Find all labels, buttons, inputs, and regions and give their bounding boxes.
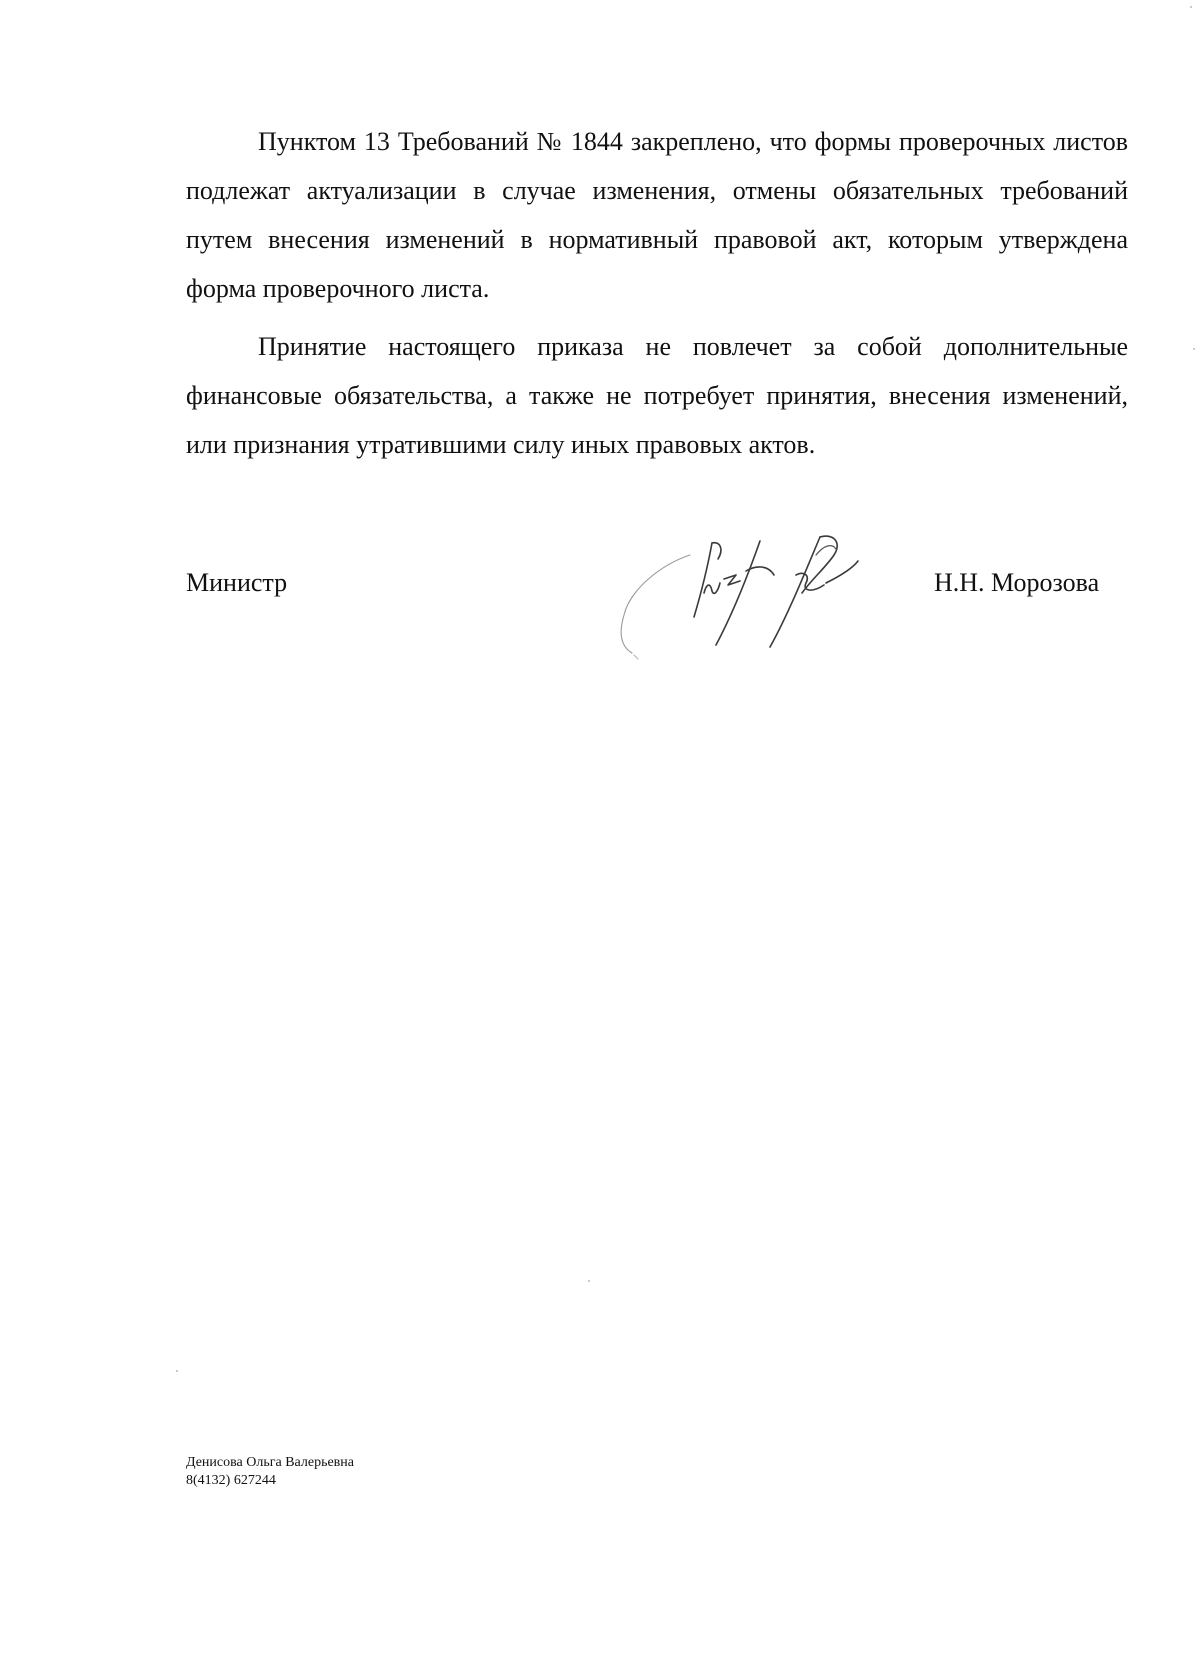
document-body (186, 117, 1128, 478)
scan-speck (1190, 6, 1192, 8)
handwritten-signature (620, 535, 910, 705)
signatory-name: Н.Н. Морозова (934, 568, 1100, 597)
scan-speck (588, 1280, 590, 1282)
paragraph-financial: Принятие настоящего приказа не повлечет за собой дополнительные финансовые обязательства, а также не потребует принятия, внесения изменений, или признания утратившими силу иных правовых актов. (186, 332, 1128, 459)
executor-name: Денисова Ольга Валерьевна (186, 1455, 354, 1470)
executor-phone: 8(4132) 627244 (186, 1473, 276, 1488)
executor-block (186, 1454, 354, 1490)
scan-speck (1193, 348, 1195, 350)
signatory-position: Министр (186, 568, 288, 597)
scan-speck (176, 1370, 178, 1372)
paragraph-requirements: Пунктом 13 Требований № 1844 закреплено, что формы проверочных листов подлежат актуализации в случае изменения, отмены обязательных требований путем внесения изменений в нормативный правовой акт, которым утверждена форма проверочного листа. (186, 127, 1128, 303)
